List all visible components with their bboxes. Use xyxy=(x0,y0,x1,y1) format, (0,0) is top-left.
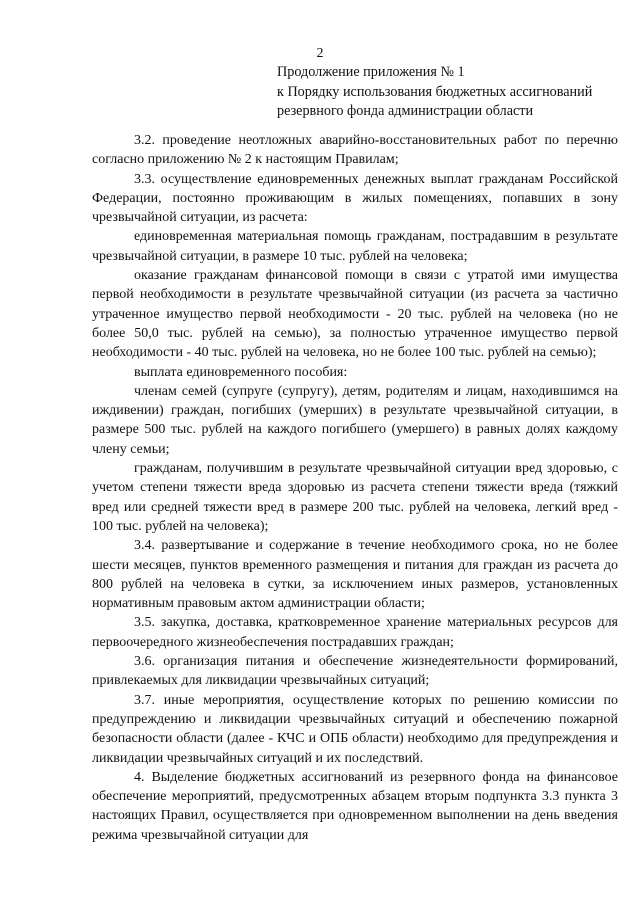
paragraph-3-3: 3.3. осуществление единовременных денежных выплат гражданам Российской Федерации, постоянно проживающим в жилых помещениях, попавших в зону чрезвычайной ситуации, из расчета: xyxy=(92,171,618,226)
paragraph-material-aid: единовременная материальная помощь гражданам, пострадавшим в результате чрезвычайной ситуации, в размере 10 тыс. рублей на человека; xyxy=(92,229,618,264)
header-line-1: Продолжение приложения № 1 xyxy=(277,64,465,80)
paragraph-3-2: 3.2. проведение неотложных аварийно-восстановительных работ по перечню согласно приложению № 2 к настоящим Правилам; xyxy=(92,133,618,168)
header-line-3: резервного фонда администрации области xyxy=(277,103,534,119)
paragraph-4: 4. Выделение бюджетных ассигнований из резервного фонда на финансовое обеспечение мероприятий, предусмотренных абзацем вторым подпункта 3.3 пункта 3 настоящих Правил, осуществляется при одновременном выполнении на день введения режима чрезвычайной ситуации для xyxy=(92,769,618,843)
document-body xyxy=(92,131,618,845)
paragraph-family-members: членам семей (супруге (супругу), детям, родителям и лицам, находившимся на иждивении) граждан, погибших (умерших) в результате чрезвычайной ситуации, в размере 500 тыс. рублей на каждого погибшего (умершего) в равных долях каждому члену семьи; xyxy=(92,383,618,457)
paragraph-3-7: 3.7. иные мероприятия, осуществление которых по решению комиссии по предупреждению и ликвидации чрезвычайных ситуаций и обеспечению пожарной безопасности области (далее - КЧС и ОПБ области) необходимо для предупреждения и ликвидации чрезвычайных ситуаций и их последствий. xyxy=(92,692,618,766)
paragraph-lump-sum: выплата единовременного пособия: xyxy=(134,364,348,380)
paragraph-health-harm: гражданам, получившим в результате чрезвычайной ситуации вред здоровью, с учетом степени тяжести вреда здоровью из расчета степени тяжести вреда (тяжкий вред или средней тяжести вред в размере 200 тыс. рублей на человека, легкий вред - 100 тыс. рублей на человека); xyxy=(92,461,618,534)
page-number: 2 xyxy=(316,46,324,61)
appendix-header xyxy=(277,63,617,122)
paragraph-3-5: 3.5. закупка, доставка, кратковременное хранение материальных ресурсов для первоочередного жизнеобеспечения пострадавших граждан; xyxy=(92,615,618,650)
paragraph-3-4: 3.4. развертывание и содержание в течение необходимого срока, но не более шести месяцев, пунктов временного размещения и питания для граждан из расчета до 800 рублей на человека в сутки, за исключением иных размеров, установленных нормативным правовым актом администрации области; xyxy=(92,538,618,612)
paragraph-3-6: 3.6. организация питания и обеспечение жизнедеятельности формирований, привлекаемых для ликвидации чрезвычайных ситуаций; xyxy=(92,654,618,689)
header-line-2: к Порядку использования бюджетных ассигнований xyxy=(277,83,593,100)
paragraph-financial-aid: оказание гражданам финансовой помощи в связи с утратой ими имущества первой необходимости в результате чрезвычайной ситуации (из расчета за частично утраченное имущество первой необходимости - 20 тыс. рублей на человека (но не более 50,0 тыс. рублей на семью), за полностью утраченное имущество первой необходимости - 40 тыс. рублей на человека, но не более 100 тыс. рублей на семью); xyxy=(92,268,618,361)
